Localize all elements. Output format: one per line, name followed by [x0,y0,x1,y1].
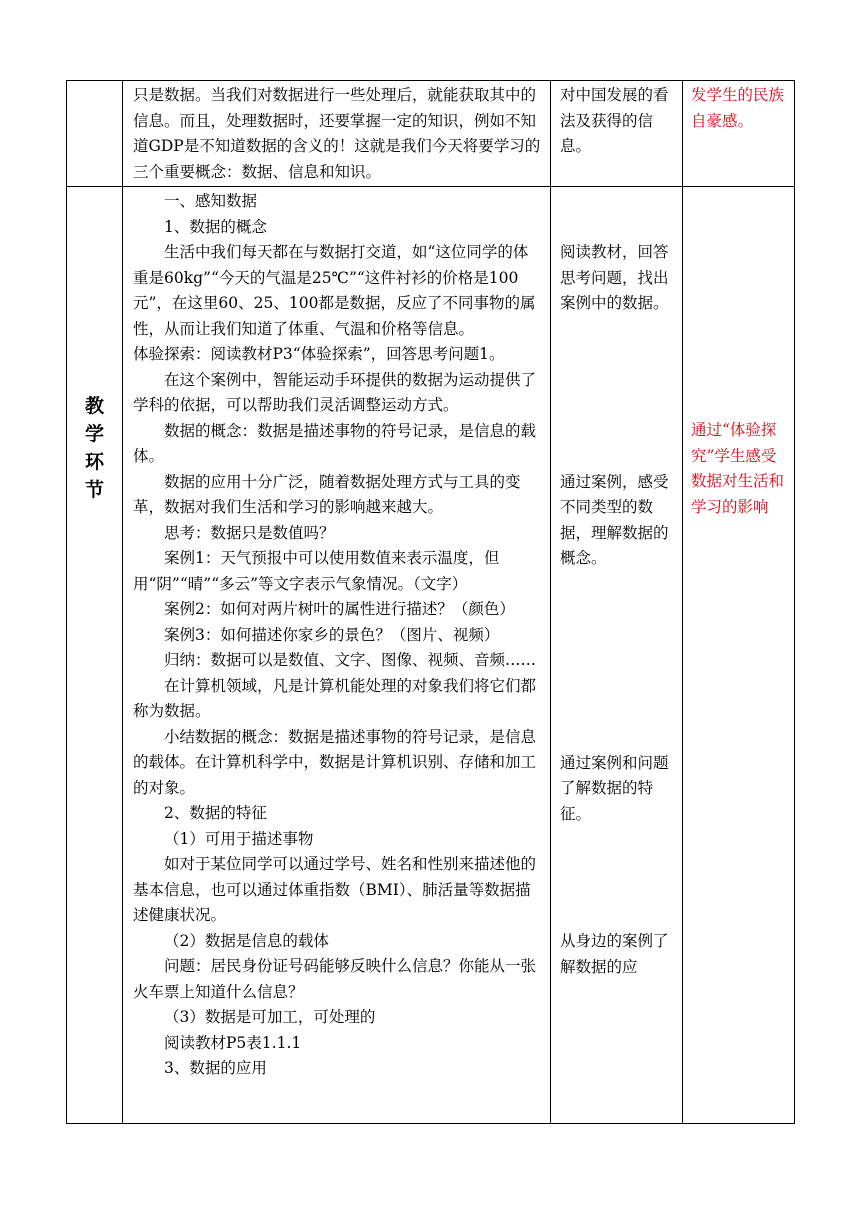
table-row [67,187,795,1124]
content-body [123,187,550,1082]
content-paragraph: 1、数据的概念 [164,217,267,236]
content-paragraph: 体验探索：阅读教材P3“体验探索”，回答思考问题1。 [133,345,505,363]
content-paragraph: 归纳：数据可以是数值、文字、图像、视频、音频…… [164,651,537,669]
content-paragraph: 3、数据的应用 [164,1059,267,1077]
activity-text: 通过案例，感受不同类型的数据，理解数据的概念。 [560,472,669,567]
content-paragraph: 在计算机领域，凡是计算机能处理的对象我们将它们都称为数据。 [133,676,537,720]
activity-text: 阅读教材，回答思考问题，找出案例中的数据。 [560,243,669,312]
content-cell [123,81,551,187]
design-intent-cell [683,81,795,187]
activity-text: 通过案例和问题了解数据的特征。 [560,753,669,823]
content-paragraph: 数据的应用十分广泛，随着数据处理方式与工具的变革，数据对我们生活和学习的影响越来越大。 [133,472,521,516]
stage-char: 学 [84,423,104,445]
content-paragraph: 案例2：如何对两片树叶的属性进行描述？（颜色） [164,600,515,618]
content-paragraph: （1）可用于描述事物 [164,829,314,848]
stage-label [67,187,122,504]
design-intent-text: 发学生的民族自豪感。 [691,86,785,130]
content-paragraph: 数据的概念：数据是描述事物的符号记录，是信息的载体。 [133,421,537,465]
stage-cell [67,187,123,1124]
student-activity-cell [551,81,683,187]
content-paragraph: 2、数据的特征 [164,804,267,822]
content-paragraph: 案例1：天气预报中可以使用数值来表示温度，但用“阴”“晴”“多云”等文字表示气象情况。（文字） [133,549,500,593]
table-row [67,81,795,187]
content-paragraph: 案例3：如何描述你家乡的景色？（图片、视频） [164,625,500,644]
lesson-plan-table [66,80,795,1124]
stage-char: 节 [84,479,104,501]
content-paragraph: 阅读教材P5表1.1.1 [164,1033,302,1052]
content-paragraph: 只是数据。当我们对数据进行一些处理后，就能获取其中的信息。而且，处理数据时，还要掌握一定的知识，例如不知道GDP是不知道数据的含义的！这就是我们今天将要学习的三个重要概念：数据、信息和知识。 [133,86,541,181]
stage-cell [67,81,123,187]
content-paragraph: （2）数据是信息的载体 [164,931,329,950]
activity-text: 对中国发展的看法及获得的信息。 [560,86,669,155]
content-paragraph: 思考：数据只是数值吗？ [164,523,335,542]
activity-text: 从身边的案例了解数据的应 [560,932,669,976]
content-paragraph: 小结数据的概念：数据是描述事物的符号记录，是信息的载体。在计算机科学中，数据是计算机识别、存储和加工的对象。 [133,727,537,797]
content-paragraph: （3）数据是可加工，可处理的 [164,1008,376,1026]
content-paragraph: 生活中我们每天都在与数据打交道，如“这位同学的体重是60kg”“今天的气温是25℃”“这件衬衫的价格是100元”，在这里60、25、100都是数据，反应了不同事物的属性，从而让我们知道了体重、气温和价格等信息。 [133,243,536,338]
content-paragraph: 一、感知数据 [164,192,258,210]
content-paragraph: 在这个案例中，智能运动手环提供的数据为运动提供了学科的依据，可以帮助我们灵活调整运动方式。 [133,370,537,414]
content-cell [123,187,551,1124]
stage-char: 教 [84,395,104,417]
design-intent-cell [683,187,795,1124]
design-intent-text: 通过“体验探究”学生感受数据对生活和学习的影响 [691,421,785,516]
stage-char: 环 [84,451,104,473]
student-activity-cell [551,187,683,1124]
content-paragraph: 问题：居民身份证号码能够反映什么信息？你能从一张火车票上知道什么信息？ [133,957,537,1001]
content-paragraph: 如对于某位同学可以通过学号、姓名和性别来描述他的基本信息，也可以通过体重指数（BMI）、肺活量等数据描述健康状况。 [133,855,537,924]
